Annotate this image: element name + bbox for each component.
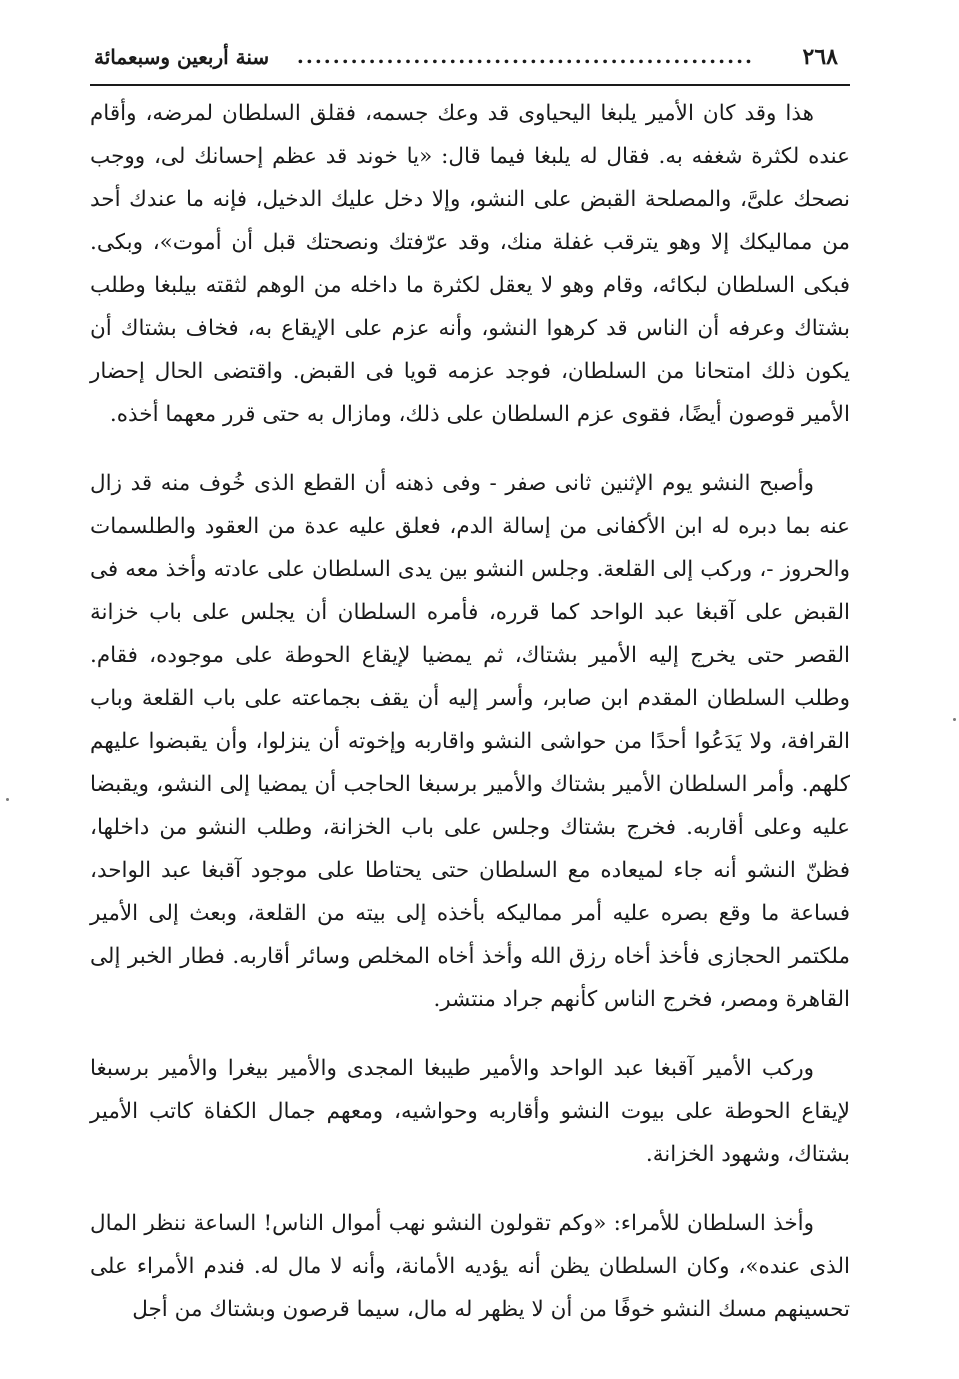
paragraph-2: وأصبح النشو يوم الإثنين ثانى صفر - وفى ذهنه أن القطع الذى خُوف منه قد زال عنه بما دبره له ابن الأكفانى من إسالة الدم، فعلق عليه عدة من العقود والطلسمات والحروز -، وركب إلى القلعة. وجلس النشو بين يدى السلطان على عادته وأخذ معه فى القبض على آقبغا عبد الواحد كما قرره، فأمره السلطان أن يجلس على باب خزانة القصر حتى يخرج إليه الأمير بشتاك، ثم يمضيا لإيقاع الحوطة على موجوده، فقام. وطلب السلطان المقدم ابن صابر، وأسر إليه أن يقف بجماعته على باب القلعة وباب القرافة، ولا يَدَعُوا أحدًا من حواشى النشو واقاربه وإخوته أن ينزلوا، وأن يقبضوا عليهم كلهم. وأمر السلطان الأمير بشتاك والأمير برسبغا الحاجب أن يمضيا إلى النشو، ويقبضا عليه وعلى أقاربه. فخرج بشتاك وجلس على باب الخزانة، وطلب النشو من داخلها، فظنّ النشو أنه جاء لميعاده مع السلطان حتى يحتاطا على موجود آقبغا عبد الواحد، فساعة ما وقع بصره عليه أمر مماليكه بأخذه إلى بيته من القلعة، وبعث إلى الأمير ملكتمر الحجازى فأخذ أخاه رزق الله وأخذ أخاه المخلص وسائر أقاربه. فطار الخبر إلى القاهرة ومصر، فخرج الناس كأنهم جراد منتشر. [90,471,850,1012]
book-page [90,40,850,1331]
running-header [90,40,850,86]
paragraph-4: وأخذ السلطان للأمراء: «وكم تقولون النشو نهب أموال الناس! الساعة ننظر المال الذى عنده»، وكان السلطان يظن أنه يؤديه الأمانة، وأنه لا مال له. فندم الأمراء على تحسينهم مسك النشو خوفًا من أن لا يظهر له مال، سيما قرصون وبشتاك من أجل [90,1211,850,1322]
header-leader-dots: ................................................... [296,44,754,68]
margin-speck-right [953,718,956,721]
paragraph-3: وركب الأمير آقبغا عبد الواحد والأمير طيبغا المجدى والأمير بيغرا والأمير برسبغا لإيقاع الحوطة على بيوت النشو وأقاربه وحواشيه، ومعهم جمال الكفاة كاتب الأمير بشتاك، وشهود الخزانة. [90,1056,850,1167]
margin-speck-left [6,798,9,801]
paragraph-1: هذا وقد كان الأمير يلبغا اليحياوى قد وعك جسمه، فقلق السلطان لمرضه، وأقام عنده لكثرة شغفه به. فقال له يلبغا فيما قال: «يا خوند قد عظم إحسانك لى، ووجب نصحك علىَّ، والمصلحة القبض على النشو، وإلا دخل عليك الدخيل، فإنه ما عندك أحد من مماليكك إلا وهو يترقب غفلة منك، وقد عرّفتك ونصحتك قبل أن أموت»، وبكى. فبكى السلطان لبكائه، وقام وهو لا يعقل لكثرة ما داخله من الوهم لثقته بيلبغا وطلب بشتاك وعرفه أن الناس قد كرهوا النشو، وأنه عزم على الإيقاع به، فخاف بشتاك أن يكون ذلك امتحانا من السلطان، فوجد عزمه قويا فى القبض. واقتضى الحال إحضار الأمير قوصون أيضًا، فقوى عزم السلطان على ذلك، ومازال به حتى قرر معهما أخذه. [90,101,850,427]
running-title: سنة أربعين وسبعمائة [94,45,270,69]
body-text [90,92,850,1331]
page-number: ٢٦٨ [802,44,838,70]
